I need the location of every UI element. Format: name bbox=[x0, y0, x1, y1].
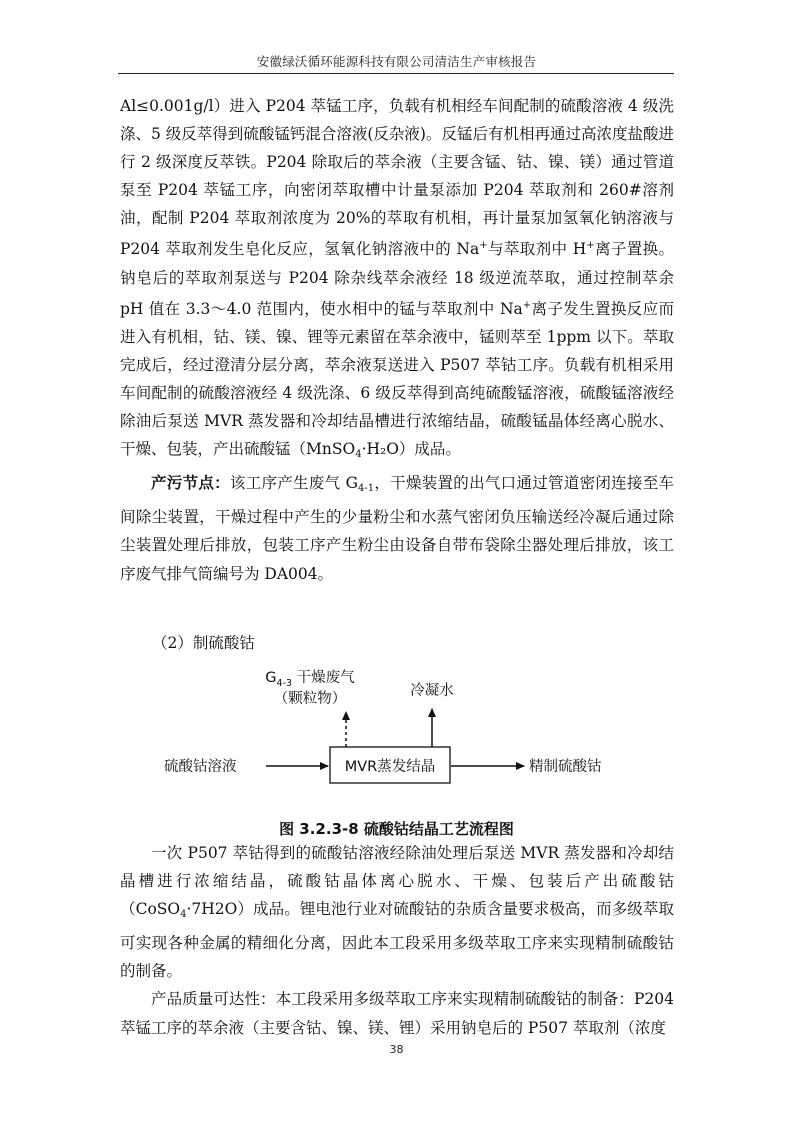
subscript-4: 4 bbox=[180, 909, 187, 921]
pollution-nodes-label: 产污节点： bbox=[151, 473, 230, 493]
text-segment: 离子置换。钠皂后的萃取剂泵送与 P204 除杂线萃余液经 18 级逆流萃取，通过控制萃余 pH 值在 3.3～4.0 范围内，使水相中的锰与萃取剂中 bbox=[120, 240, 674, 318]
page-number: 38 bbox=[389, 1043, 404, 1056]
emission-symbol: G bbox=[265, 670, 277, 686]
text-segment: ，干燥装置的出气口通过管道密闭连接至车间除尘装置，干燥过程中产生的少量粉尘和水蒸气密闭负压输送经冷凝后通过除尘装置处理后排放，包装工序产生粉尘由设备自带布袋除尘器处理后排放，该工序废气排气筒编号为 DA004。 bbox=[120, 474, 674, 583]
input-label: 硫酸钴溶液 bbox=[164, 759, 237, 775]
condensate-label: 冷凝水 bbox=[410, 683, 454, 699]
superscript-plus: + bbox=[479, 240, 488, 252]
sodium-ion-symbol: Na bbox=[456, 240, 480, 259]
text-segment: Al≤0.001g/l）进入 P204 萃锰工序，负载有机相经车间配制的硫酸溶液 4 级洗涤、5 级反萃得到硫酸锰钙混合溶液(反杂液)。反锰后有机相再通过高浓度盐酸进行 2 级深度反萃铁。P204 除取后的萃余液（主要含锰、钴、镍、镁）通过管道泵至 P204 萃锰工序，向密闭萃取槽中计量泵添加 P204 萃取剂和 260#溶剂油，配制 P204 萃取剂浓度为 20%的萃取有机相，再计量泵加氢氧化钠溶液与 P204 萃取剂发生皂化反应，氢氧化钠溶液中的 bbox=[120, 97, 674, 259]
subscript-4-1: 4-1 bbox=[358, 483, 375, 495]
process-flow-diagram bbox=[160, 655, 640, 805]
emission-subscript: 4-3 bbox=[276, 678, 293, 689]
text-segment: 离子发生置换反应而进入有机相，钴、镁、镍、锂等元素留在萃余液中，锰则萃至 1ppm 以下。萃取完成后，经过澄清分层分离，萃余液泵送进入 P507 萃钴工序。负载有机相采用车间配制的硫酸溶液经 4 级洗涤、6 级反萃得到高纯硫酸锰溶液，硫酸锰溶液经除油后泵送 MVR 蒸发器和冷却结晶槽进行浓缩结晶，硫酸锰晶体经离心脱水、干燥、包装，产出硫酸锰（MnSO bbox=[120, 299, 674, 459]
text-segment: ·H₂O）成品。 bbox=[361, 440, 461, 459]
text-segment: 与萃取剂中 bbox=[487, 240, 573, 259]
figure-caption: 图 3.2.3-8 硫酸钴结晶工艺流程图 bbox=[279, 820, 514, 838]
header-divider bbox=[118, 73, 674, 74]
sodium-ion-symbol: Na bbox=[499, 299, 523, 318]
body-text-top bbox=[120, 92, 674, 588]
page-header: 安徽绿沃循环能源科技有限公司清洁生产审核报告 bbox=[256, 54, 537, 69]
subscript-4: 4 bbox=[355, 449, 362, 461]
text-segment: ·7H2O）成品。锂电池行业对硫酸钴的杂质含量要求极高，而多级萃取可实现各种金属的精细化分离，因此本工段采用多级萃取工序来实现精制硫酸钴的制备。 bbox=[120, 900, 674, 981]
emission-label bbox=[265, 669, 355, 689]
emission-note: （颗粒物） bbox=[273, 691, 347, 707]
paragraph-p204-manganese-extraction bbox=[120, 92, 674, 469]
superscript-plus: + bbox=[522, 299, 532, 311]
section-heading-cobalt-sulfate: （2）制硫酸钴 bbox=[152, 634, 255, 652]
emission-text: 干燥废气 bbox=[292, 670, 355, 686]
process-label: MVR蒸发结晶 bbox=[344, 759, 436, 775]
text-segment: 一次 P507 萃钴得到的硫酸钴溶液经除油处理后泵送 MVR 蒸发器和冷却结晶槽进行浓缩结晶，硫酸钴晶体离心脱水、干燥、包装后产出硫酸钴（CoSO bbox=[120, 844, 674, 919]
hydrogen-ion-symbol: H bbox=[572, 240, 587, 259]
paragraph-product-quality: 产品质量可达性：本工段采用多级萃取工序来实现精制硫酸钴的制备：P204 萃锰工序的萃余液（主要含钴、镍、镁、锂）采用钠皂后的 P507 萃取剂（浓度 bbox=[120, 990, 674, 1037]
body-text-bottom bbox=[120, 839, 674, 1042]
paragraph-cobalt-crystallization bbox=[120, 839, 674, 985]
paragraph-pollution-nodes bbox=[120, 469, 674, 587]
superscript-plus: + bbox=[586, 240, 595, 252]
output-label: 精制硫酸钴 bbox=[529, 759, 602, 775]
text-segment: 该工序产生废气 G bbox=[229, 474, 358, 493]
